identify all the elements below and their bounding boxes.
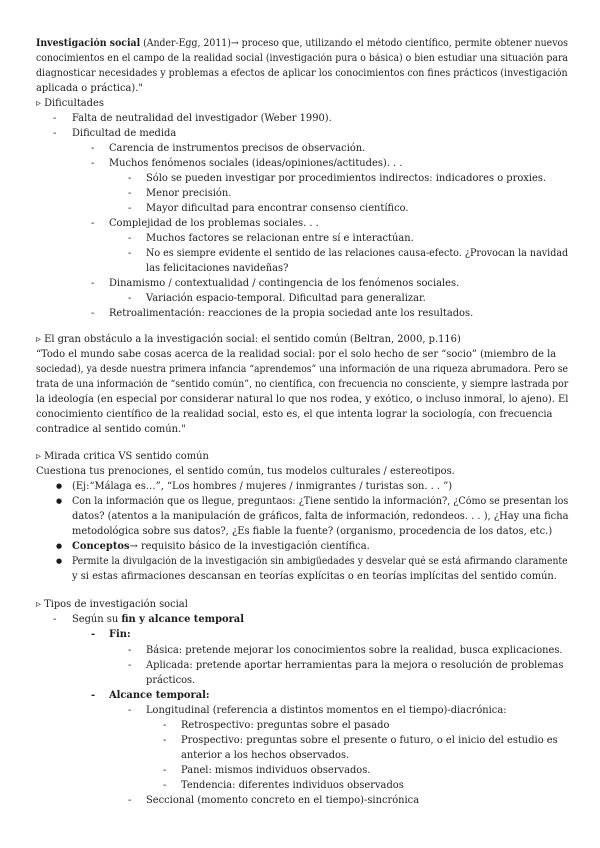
dash-marker-icon: - [128, 660, 132, 671]
bullet-icon: ● [56, 482, 63, 490]
dash-marker-icon: - [163, 720, 167, 731]
item-basica: Básica: pretende mejorar los conocimientos sobre la realidad, busca explicaciones. [146, 645, 563, 656]
dash-marker-icon: - [91, 629, 96, 640]
intro-line-4: aplicada o práctica)." [36, 83, 143, 94]
intro-line-1: Investigación social (Ander-Egg, 2011)→ proceso que, utilizando el método científico, permite obtener nuevos [36, 38, 568, 49]
item-retro: Retroalimentación: reacciones de la propia sociedad ante los resultados. [109, 308, 474, 319]
triangle-marker-icon: ▹ [36, 334, 41, 345]
dash-marker-icon: - [163, 780, 167, 791]
quote-line-6: contradice al sentido común." [36, 424, 186, 435]
intro-line-3: diagnosticar necesidades y problemas a efectos de aplicar los conocimientos con fines prácticos (investigación [36, 68, 568, 79]
dash-marker-icon: - [91, 690, 96, 701]
dash-marker-icon: - [128, 705, 132, 716]
item-conceptos: Conceptos→ requisito básico de la investigación científica. [72, 541, 370, 552]
item-factores: Muchos factores se relacionan entre sí e interactúan. [146, 233, 414, 244]
item-causa-line-2: las felicitaciones navideñas? [146, 263, 289, 274]
item-permite-line-2: y si estas afirmaciones descansan en teorías explícitas o en teorías implícitas del sentido común. [72, 571, 557, 582]
dash-marker-icon: - [53, 128, 57, 139]
bullet-icon: ● [56, 557, 63, 565]
quote-line-2: sociedad), ya desde nuestra primera infancia “aprendemos” una información de una riqueza abrumadora. Pero se [36, 364, 569, 375]
item-alcance: Alcance temporal: [109, 690, 210, 701]
dash-marker-icon: - [163, 765, 167, 776]
item-longitudinal: Longitudinal (referencia a distintos momentos en el tiempo)-diacrónica: [146, 705, 507, 716]
mirada-intro: Cuestiona tus prenociones, el sentido común, tus modelos culturales / estereotipos. [36, 466, 455, 477]
tipos-heading: ▹ Tipos de investigación social [36, 599, 188, 610]
dash-marker-icon: - [128, 188, 132, 199]
item-seccional: Seccional (momento concreto en el tiempo)-sincrónica [146, 795, 420, 806]
quote-line-1: “Todo el mundo sabe cosas acerca de la realidad social: por el solo hecho de ser “socio” (miembro de la [36, 349, 557, 360]
intro-title: Investigación social [36, 38, 141, 49]
item-dinamismo: Dinamismo / contextualidad / contingencia de los fenómenos sociales. [109, 278, 460, 289]
dash-marker-icon: - [91, 143, 95, 154]
dash-marker-icon: - [128, 173, 132, 184]
item-info-line-1: Con la información que os llegue, preguntaos: ¿Tiene sentido la información?, ¿Cómo se presentan los [72, 496, 569, 507]
item-causa-line-1: No es siempre evidente el sentido de las relaciones causa-efecto. ¿Provocan la navidad [146, 248, 569, 259]
item-complejidad: Complejidad de los problemas sociales. . . [109, 218, 319, 229]
dash-marker-icon: - [91, 308, 95, 319]
item-carencia: Carencia de instrumentos precisos de observación. [109, 143, 366, 154]
quote-line-5: conocimiento científico de la realidad social, esto es, el que intenta lograr la sociología, con frecuencia [36, 409, 553, 420]
item-indirectos: Sólo se pueden investigar por procedimientos indirectos: indicadores o proxies. [146, 173, 547, 184]
item-panel: Panel: mismos individuos observados. [181, 765, 371, 776]
dificultades-heading: ▹ Dificultades [36, 98, 104, 109]
triangle-marker-icon: ▹ [36, 98, 41, 109]
item-tendencia: Tendencia: diferentes individuos observados [181, 780, 404, 791]
bullet-icon: ● [56, 497, 63, 505]
item-retrospectivo: Retrospectivo: preguntas sobre el pasado [181, 720, 390, 731]
item-permite-line-1: Permite la divulgación de la investigación sin ambigüedades y desvelar qué se está afirmando claramente [72, 556, 568, 567]
dash-marker-icon: - [128, 248, 132, 259]
dash-marker-icon: - [91, 218, 95, 229]
item-precision: Menor precisión. [146, 188, 232, 199]
bullet-icon: ● [56, 542, 63, 550]
quote-line-4: la ideología (en especial por considerar natural lo que nos rodea, y exótico, o incluso inmoral, lo ajeno). El [36, 394, 569, 405]
dash-marker-icon: - [128, 645, 132, 656]
item-info-line-2: datos? (atentos a la manipulación de gráficos, falta de información, redondeos. . . ), ¿Hay una ficha [72, 511, 569, 522]
dash-marker-icon: - [128, 293, 132, 304]
dash-marker-icon: - [163, 735, 167, 746]
item-variacion: Variación espacio-temporal. Dificultad para generalizar. [146, 293, 426, 304]
dash-marker-icon: - [91, 278, 95, 289]
obstaculo-heading: ▹ El gran obstáculo a la investigación social: el sentido común (Beltran, 2000, p.116) [36, 334, 461, 345]
item-fenomenos: Muchos fenómenos sociales (ideas/opiniones/actitudes). . . [109, 158, 403, 169]
dash-marker-icon: - [91, 158, 95, 169]
item-aplicada-line-1: Aplicada: pretende aportar herramientas para la mejora o resolución de problemas [146, 660, 564, 671]
dash-marker-icon: - [53, 614, 57, 625]
item-consenso: Mayor dificultad para encontrar consenso científico. [146, 203, 409, 214]
dash-marker-icon: - [128, 233, 132, 244]
triangle-marker-icon: ▹ [36, 599, 41, 610]
dash-marker-icon: - [128, 203, 132, 214]
item-ejemplo: (Ej:“Málaga es…”, “Los hombres / mujeres / inmigrantes / turistas son. . . ”) [72, 481, 453, 492]
dash-marker-icon: - [53, 113, 57, 124]
item-segun: Según su fin y alcance temporal [72, 614, 244, 625]
item-medida: Dificultad de medida [72, 128, 177, 139]
quote-line-3: trata de una información de “sentido común”, no científica, con frecuencia no consciente, y siempre lastrada por [36, 379, 569, 390]
item-aplicada-line-2: prácticos. [146, 675, 196, 686]
intro-line-2: conocimientos en el campo de la realidad social (investigación pura o básica) o bien estudiar una situación para [36, 53, 568, 64]
item-info-line-3: metodológica sobre sus datos?, ¿Es fiable la fuente? (organismo, procedencia de los datos, etc.) [72, 526, 553, 537]
item-prospectivo-line-1: Prospectivo: preguntas sobre el presente o futuro, o el inicio del estudio es [181, 735, 558, 746]
item-fin: Fin: [109, 629, 131, 640]
dash-marker-icon: - [128, 795, 132, 806]
item-prospectivo-line-2: anterior a los hechos observados. [181, 750, 350, 761]
mirada-heading: ▹ Mirada critica VS sentido común [36, 451, 209, 462]
triangle-marker-icon: ▹ [36, 451, 41, 462]
item-neutralidad: Falta de neutralidad del investigador (Weber 1990). [72, 113, 332, 124]
